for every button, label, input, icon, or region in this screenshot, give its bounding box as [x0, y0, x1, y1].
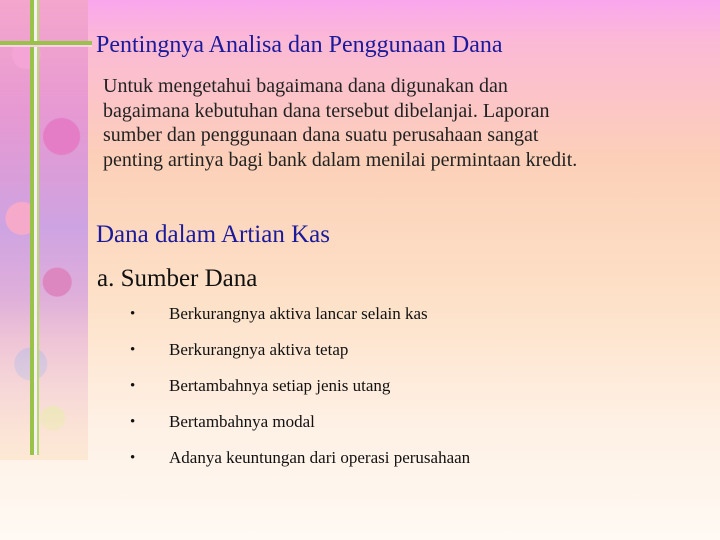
- list-item-text: Adanya keuntungan dari operasi perusahaan: [169, 448, 471, 467]
- bullet-icon: •: [130, 414, 136, 430]
- slide-title: Pentingnya Analisa dan Penggunaan Dana: [96, 32, 503, 58]
- intro-line: bagaimana kebutuhan dana tersebut dibelanjai. Laporan: [103, 99, 550, 122]
- intro-line: Untuk mengetahui bagaimana dana digunakan dan: [103, 75, 508, 97]
- list-item: [130, 296, 470, 332]
- list-item-text: Bertambahnya setiap jenis utang: [169, 376, 391, 395]
- decorative-fade: [0, 300, 88, 460]
- bullet-icon: •: [130, 378, 136, 394]
- intro-line: sumber dan penggunaan dana suatu perusahaan sangat: [103, 124, 539, 146]
- intro-line: penting artinya bagi bank dalam menilai permintaan kredit.: [103, 148, 578, 171]
- bullet-icon: •: [130, 342, 136, 358]
- list-item: [130, 368, 470, 404]
- list-item-text: Bertambahnya modal: [169, 412, 315, 431]
- decorative-vertical-line-secondary: [37, 0, 39, 455]
- list-item: [130, 404, 470, 440]
- list-item-text: Berkurangnya aktiva tetap: [169, 340, 349, 359]
- bullet-icon: •: [130, 306, 136, 322]
- sumber-dana-label: a. Sumber Dana: [97, 265, 258, 292]
- list-item: [130, 332, 470, 368]
- bullet-icon: •: [130, 450, 136, 466]
- bullet-list: [130, 296, 470, 476]
- list-item-text: Berkurangnya aktiva lancar selain kas: [169, 304, 428, 323]
- decorative-horizontal-line-light: [0, 45, 92, 47]
- list-item: [130, 440, 470, 476]
- intro-paragraph: [103, 74, 703, 172]
- section-subheading: Dana dalam Artian Kas: [96, 221, 330, 248]
